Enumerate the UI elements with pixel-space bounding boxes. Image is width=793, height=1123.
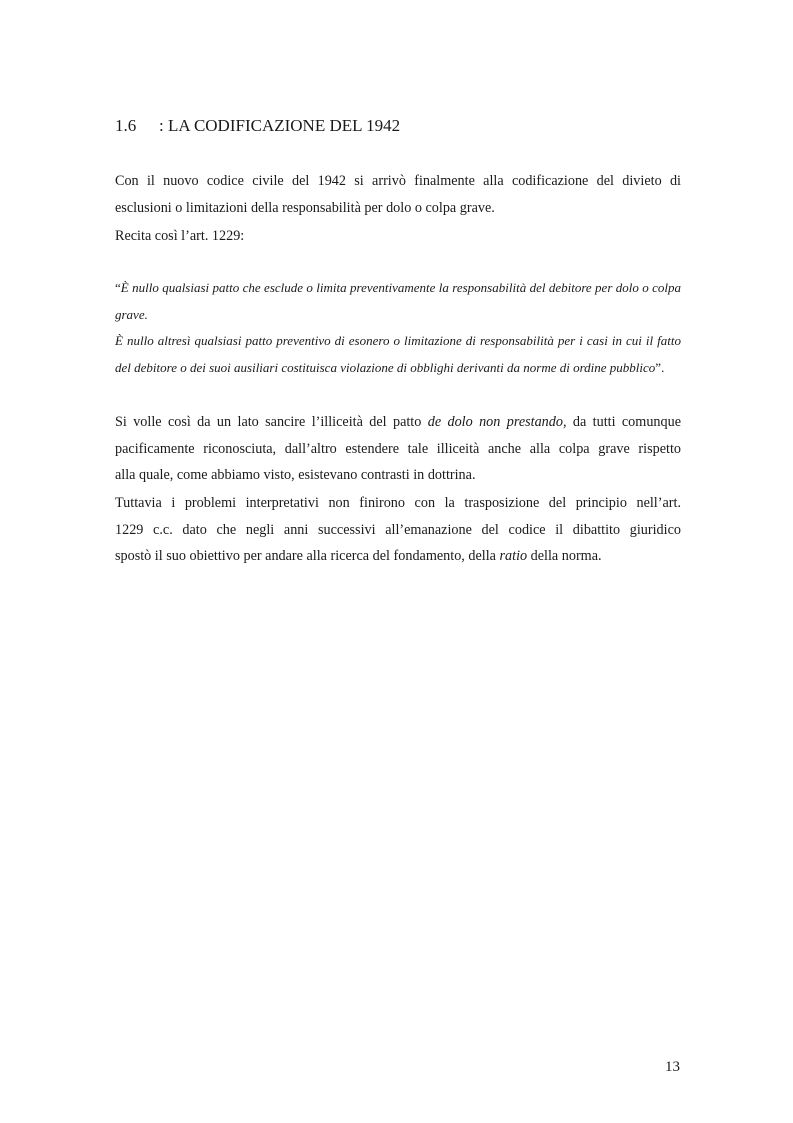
quote-close-mark: ”. [655, 359, 665, 375]
paragraph-line: Con il nuovo codice civile del 1942 si arrivò finalmente alla codificazione del divieto di [115, 173, 681, 189]
paragraph-line: pacificamente riconosciuta, dall’altro estendere tale illiceità anche alla colpa grave rispetto [115, 440, 681, 457]
text-fragment: della norma. [527, 548, 602, 564]
text-fragment: spostò il suo obiettivo per andare alla ricerca del fondamento, della [115, 548, 500, 564]
quote-line [115, 355, 681, 382]
paragraph-line: Tuttavia i problemi interpretativi non finirono con la trasposizione del principio nell’art. [115, 495, 681, 511]
text-fragment: Si volle così da un lato sancire l’illiceità del patto [115, 414, 428, 430]
quote-text: grave. [115, 306, 148, 322]
paragraph-codification [115, 168, 681, 221]
quote-text: del debitore o dei suoi ausiliari costituisca violazione di obblighi derivanti da norme di ordine pubblico [115, 359, 656, 375]
paragraph-illicit-pact [115, 409, 681, 489]
paragraph-line [115, 543, 681, 570]
paragraph-line [115, 409, 681, 436]
paragraph-text: Recita così l’art. 1229: [115, 228, 245, 244]
paragraph-line: alla quale, come abbiamo visto, esistevano contrasti in dottrina. [115, 467, 476, 483]
section-heading [115, 116, 675, 136]
quote-text: È nullo qualsiasi patto che esclude o limita preventivamente la responsabilità del debitore per dolo o colpa [120, 280, 681, 295]
latin-term: ratio [499, 548, 528, 564]
quote-line [115, 275, 681, 302]
article-quote [115, 275, 681, 381]
paragraph-article-intro [115, 223, 681, 250]
latin-term: de dolo non prestando [427, 414, 563, 430]
section-number: 1.6 [115, 116, 137, 135]
page-number: 13 [665, 1059, 680, 1075]
paragraph-line: esclusioni o limitazioni della responsabilità per dolo o colpa grave. [115, 199, 495, 216]
quote-open-mark: “ [115, 280, 121, 295]
section-title: : LA CODIFICAZIONE DEL 1942 [159, 116, 401, 135]
text-fragment: , da tutti comunque [562, 414, 681, 430]
paragraph-line: 1229 c.c. dato che negli anni successivi all’emanazione del codice il dibattito giuridico [115, 521, 681, 538]
quote-line [115, 328, 681, 355]
quote-text: È nullo altresì qualsiasi patto preventivo di esonero o limitazione di responsabilità per i casi in cui il fatto [115, 333, 681, 348]
paragraph-interpretation [115, 490, 681, 570]
quote-line [115, 302, 681, 329]
